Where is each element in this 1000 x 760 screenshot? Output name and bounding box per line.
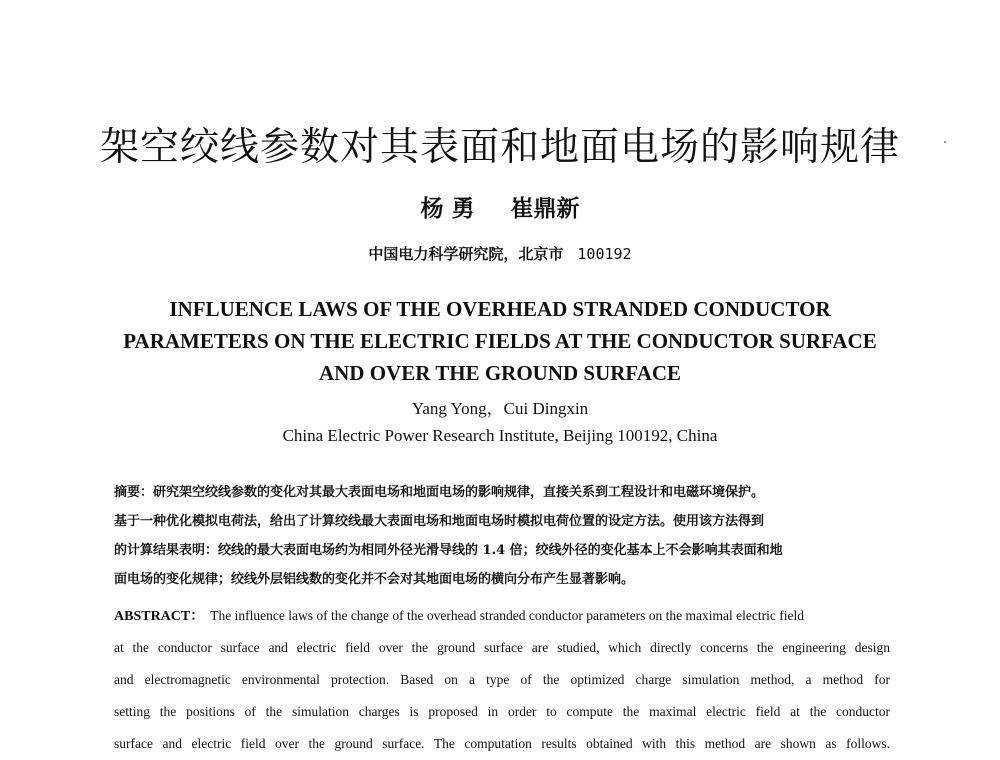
author-cn-2: 崔鼎新 (510, 195, 580, 222)
chinese-abstract (114, 478, 890, 594)
scan-speck (944, 141, 946, 143)
abstract-en-line: and electromagnetic environmental protection. Based on a type of the optimized charge simulation method, a method for (114, 672, 890, 687)
abstract-en-line: surface and electric field over the ground surface. The computation results obtained with this method are shown as follows. (114, 736, 890, 751)
abstract-en-label: ABSTRACT： (114, 609, 205, 624)
chinese-authors (0, 190, 1000, 223)
chinese-title: 架空绞线参数对其表面和地面电场的影响规律 (99, 125, 900, 170)
affiliation-cn-text: 中国电力科学研究院，北京市 (368, 245, 564, 263)
abstract-cn-line: 摘要：研究架空绞线参数的变化对其最大表面电场和地面电场的影响规律，直接关系到工程设计和电磁环境保护。 (114, 485, 765, 500)
english-abstract (114, 600, 890, 760)
abstract-en-line: at the conductor surface and electric field over the ground surface are studied, which directly concerns the engineering design (114, 640, 890, 655)
english-title-line: PARAMETERS ON THE ELECTRIC FIELDS AT THE CONDUCTOR SURFACE (123, 329, 877, 353)
chinese-affiliation (0, 243, 1000, 264)
abstract-cn-line: 基于一种优化模拟电荷法，给出了计算绞线最大表面电场和地面电场时模拟电荷位置的设定方法。使用该方法得到 (114, 514, 765, 529)
english-authors: Yang Yong，Cui Dingxin (411, 399, 589, 418)
abstract-cn-label: 摘要： (114, 485, 154, 500)
abstract-cn-line: 的计算结果表明：绞线的最大表面电场约为相同外径光滑导线的 1.4 倍；绞线外径的变化基本上不会影响其表面和地 (114, 543, 783, 558)
abstract-en-line: ABSTRACT： The influence laws of the change of the overhead stranded conductor parameters on the maximal electric field (114, 608, 804, 624)
abstract-cn-line: 面电场的变化规律；绞线外层铝线数的变化并不会对其地面电场的横向分布产生显著影响。 (114, 572, 635, 587)
author-cn-1: 杨 勇 (420, 195, 475, 222)
english-title-line: AND OVER THE GROUND SURFACE (318, 361, 682, 385)
abstract-en-line: setting the positions of the simulation charges is proposed in order to compute the maximal electric field at the conductor (114, 704, 890, 719)
postcode: 100192 (577, 245, 632, 263)
english-title-line: INFLUENCE LAWS OF THE OVERHEAD STRANDED CONDUCTOR (169, 297, 831, 321)
english-affiliation: China Electric Power Research Institute, Beijing 100192, China (282, 426, 718, 445)
english-title (100, 293, 900, 389)
